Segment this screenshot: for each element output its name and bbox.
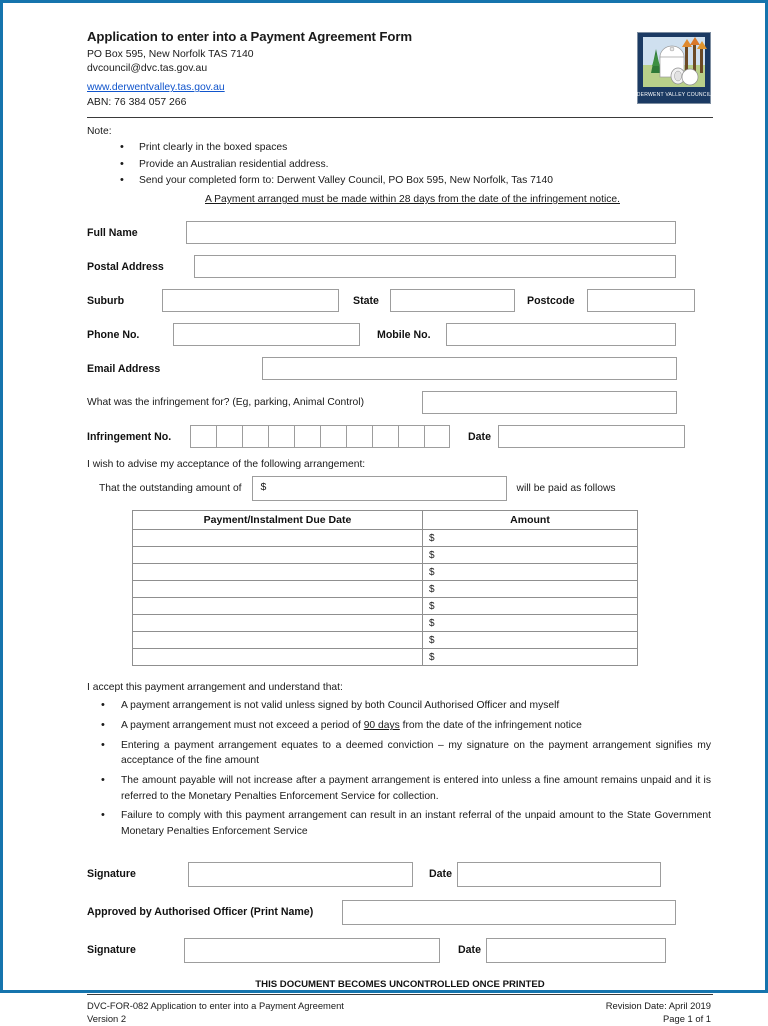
footer-right bbox=[606, 999, 711, 1026]
due-date-cell[interactable] bbox=[133, 564, 423, 581]
infringement-no-character-boxes[interactable] bbox=[190, 425, 450, 448]
infringement-no-char-box[interactable] bbox=[372, 425, 398, 448]
applicant-fields bbox=[87, 221, 713, 448]
due-date-cell[interactable] bbox=[133, 581, 423, 598]
approved-by-input[interactable] bbox=[342, 900, 676, 925]
field-row-infringement-number bbox=[87, 425, 713, 448]
table-row bbox=[133, 598, 638, 615]
suburb-input[interactable] bbox=[162, 289, 339, 312]
field-row-suburb-state-postcode bbox=[87, 289, 713, 312]
svg-text:DERWENT VALLEY COUNCIL: DERWENT VALLEY COUNCIL bbox=[636, 92, 712, 98]
outstanding-amount-input[interactable]: $ bbox=[252, 476, 507, 501]
arrangement-section bbox=[87, 459, 713, 501]
council-logo bbox=[637, 32, 711, 104]
postcode-input[interactable] bbox=[587, 289, 695, 312]
infringement-reason-input[interactable] bbox=[422, 391, 677, 414]
outstanding-amount-prefix: That the outstanding amount of bbox=[99, 483, 242, 495]
infringement-no-char-box[interactable] bbox=[346, 425, 372, 448]
due-date-cell[interactable] bbox=[133, 598, 423, 615]
infringement-no-char-box[interactable] bbox=[294, 425, 320, 448]
terms-intro: I accept this payment arrangement and understand that: bbox=[87, 682, 343, 694]
officer-signature-input[interactable] bbox=[184, 938, 440, 963]
column-header-amount: Amount bbox=[423, 511, 638, 530]
amount-cell[interactable]: $ bbox=[423, 632, 638, 649]
amount-cell[interactable]: $ bbox=[423, 564, 638, 581]
signature-row-applicant bbox=[87, 862, 713, 887]
mobile-no-input[interactable] bbox=[446, 323, 676, 346]
amount-cell[interactable]: $ bbox=[423, 530, 638, 547]
applicant-signature-input[interactable] bbox=[188, 862, 413, 887]
note-list bbox=[87, 140, 713, 190]
list-item: • Entering a payment arrangement equates to a deemed conviction – my signature on the payment arrangement signifies my acceptance of the fine amount bbox=[87, 738, 713, 769]
uncontrolled-notice: THIS DOCUMENT BECOMES UNCONTROLLED ONCE PRINTED bbox=[255, 978, 545, 990]
page-title: Application to enter into a Payment Agreement Form bbox=[87, 29, 412, 44]
phone-no-input[interactable] bbox=[173, 323, 360, 346]
field-row-email bbox=[87, 357, 713, 380]
due-date-cell[interactable] bbox=[133, 615, 423, 632]
list-item: • Send your completed form to: Derwent Valley Council, PO Box 595, New Norfolk, Tas 7140 bbox=[87, 173, 713, 190]
revision-date: Revision Date: April 2019 bbox=[605, 999, 711, 1011]
infringement-no-char-box[interactable] bbox=[190, 425, 216, 448]
council-logo-artwork bbox=[638, 33, 710, 103]
term-underlined-duration: 90 days bbox=[363, 720, 400, 732]
note-section bbox=[87, 126, 713, 207]
list-item: • The amount payable will not increase after a payment arrangement is entered into unless a fine amount remains unpaid and it is referred to the Monetary Penalties Enforcement Service for collection. bbox=[87, 773, 713, 804]
applicant-date-input[interactable] bbox=[457, 862, 661, 887]
document-version: Version 2 bbox=[87, 1013, 127, 1025]
table-header-row bbox=[133, 511, 638, 530]
note-label: Note: bbox=[87, 126, 112, 137]
due-date-cell[interactable] bbox=[133, 530, 423, 547]
infringement-no-char-box[interactable] bbox=[424, 425, 450, 448]
state-input[interactable] bbox=[390, 289, 515, 312]
infringement-date-label: Date bbox=[468, 430, 491, 443]
payment-schedule-table bbox=[132, 510, 638, 666]
approved-by-row bbox=[87, 900, 713, 925]
column-header-due-date: Payment/Instalment Due Date bbox=[133, 511, 423, 530]
infringement-no-char-box[interactable] bbox=[398, 425, 424, 448]
table-row bbox=[133, 615, 638, 632]
list-item: • Provide an Australian residential address. bbox=[87, 157, 713, 174]
approved-by-label: Approved by Authorised Officer (Print Name) bbox=[87, 906, 314, 919]
email-address-label: Email Address bbox=[87, 362, 161, 375]
document-reference: DVC-FOR-082 Application to enter into a Payment Agreement bbox=[87, 999, 344, 1011]
due-date-cell[interactable] bbox=[133, 649, 423, 666]
footer-divider bbox=[87, 994, 713, 995]
document-footer bbox=[87, 979, 713, 1026]
officer-date-label: Date bbox=[458, 944, 481, 957]
signature-row-officer bbox=[87, 938, 713, 963]
applicant-date-label: Date bbox=[429, 868, 452, 881]
suburb-label: Suburb bbox=[87, 294, 125, 307]
amount-cell[interactable]: $ bbox=[423, 649, 638, 666]
council-abn: ABN: 76 384 057 266 bbox=[87, 97, 187, 109]
table-row bbox=[133, 632, 638, 649]
council-address: PO Box 595, New Norfolk TAS 7140 bbox=[87, 48, 254, 60]
table-row bbox=[133, 649, 638, 666]
list-item: • Print clearly in the boxed spaces bbox=[87, 140, 713, 157]
amount-cell[interactable]: $ bbox=[423, 615, 638, 632]
signature-section bbox=[87, 862, 713, 963]
infringement-no-char-box[interactable] bbox=[268, 425, 294, 448]
mobile-no-label: Mobile No. bbox=[377, 328, 431, 341]
applicant-signature-label: Signature bbox=[87, 868, 136, 881]
table-row bbox=[133, 547, 638, 564]
full-name-label: Full Name bbox=[87, 226, 138, 239]
council-email: dvcouncil@dvc.tas.gov.au bbox=[87, 63, 208, 75]
phone-no-label: Phone No. bbox=[87, 328, 140, 341]
arrangement-intro: I wish to advise my acceptance of the following arrangement: bbox=[87, 459, 366, 471]
table-row bbox=[133, 564, 638, 581]
outstanding-amount-suffix: will be paid as follows bbox=[516, 483, 616, 495]
postal-address-input[interactable] bbox=[194, 255, 676, 278]
email-address-input[interactable] bbox=[262, 357, 677, 380]
page-number: Page 1 of 1 bbox=[663, 1013, 711, 1025]
infringement-date-input[interactable] bbox=[498, 425, 685, 448]
due-date-cell[interactable] bbox=[133, 547, 423, 564]
amount-cell[interactable]: $ bbox=[423, 581, 638, 598]
table-row bbox=[133, 530, 638, 547]
postcode-label: Postcode bbox=[527, 294, 575, 307]
table-row bbox=[133, 581, 638, 598]
due-date-cell[interactable] bbox=[133, 632, 423, 649]
infringement-no-char-box[interactable] bbox=[320, 425, 346, 448]
officer-date-input[interactable] bbox=[486, 938, 666, 963]
council-website-link[interactable]: www.derwentvalley.tas.gov.au bbox=[87, 82, 225, 94]
outstanding-amount-row bbox=[99, 476, 713, 501]
state-label: State bbox=[353, 294, 379, 307]
list-item: • A payment arrangement is not valid unless signed by both Council Authorised Officer and myself bbox=[87, 698, 713, 714]
footer-meta bbox=[87, 999, 713, 1026]
field-row-infringement-reason bbox=[87, 391, 713, 414]
list-item: • A payment arrangement must not exceed a period of 90 days from the date of the infringement notice bbox=[87, 718, 713, 734]
infringement-no-char-box[interactable] bbox=[216, 425, 242, 448]
terms-list bbox=[87, 698, 713, 839]
infringement-no-label: Infringement No. bbox=[87, 430, 172, 443]
note-emphasis: A Payment arranged must be made within 28 days from the date of the infringement notice. bbox=[205, 194, 620, 206]
full-name-input[interactable] bbox=[186, 221, 676, 244]
amount-cell[interactable]: $ bbox=[423, 598, 638, 615]
amount-cell[interactable]: $ bbox=[423, 547, 638, 564]
terms-section bbox=[87, 682, 713, 839]
infringement-no-char-box[interactable] bbox=[242, 425, 268, 448]
document-header bbox=[87, 29, 713, 118]
footer-left bbox=[87, 999, 344, 1026]
field-row-postal-address bbox=[87, 255, 713, 278]
document-sheet bbox=[25, 9, 741, 1025]
payment-schedule-body bbox=[133, 530, 638, 666]
list-item: • Failure to comply with this payment arrangement can result in an instant referral of the unpaid amount to the State Government Monetary Penalties Enforcement Service bbox=[87, 808, 713, 839]
infringement-reason-label: What was the infringement for? (Eg, parking, Animal Control) bbox=[87, 397, 364, 409]
field-row-full-name bbox=[87, 221, 713, 244]
officer-signature-label: Signature bbox=[87, 944, 136, 957]
header-divider bbox=[87, 117, 713, 118]
field-row-phone-mobile bbox=[87, 323, 713, 346]
postal-address-label: Postal Address bbox=[87, 260, 164, 273]
